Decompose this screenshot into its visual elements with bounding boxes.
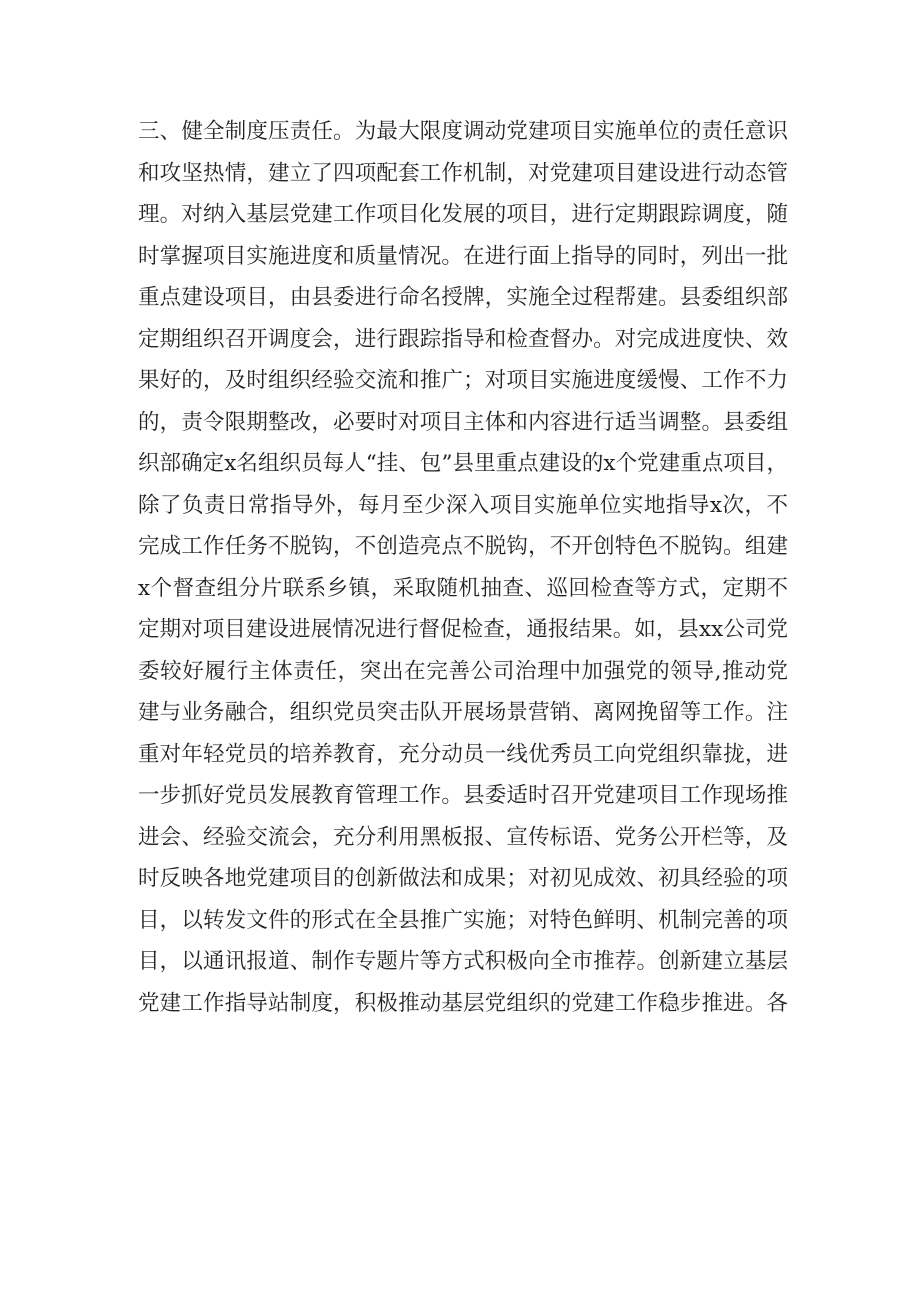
- text-line: 重点建设项目，由县委进行命名授牌，实施全过程帮建。县委组织部: [138, 285, 788, 310]
- text-line: 果好的，及时组织经验交流和推广；对项目实施进度缓慢、工作不力: [138, 368, 788, 393]
- text-line: 理。对纳入基层党建工作项目化发展的项目，进行定期跟踪调度，随: [138, 202, 788, 227]
- text-line: 委较好履行主体责任，突出在完善公司治理中加强党的领导,推动党: [138, 658, 788, 684]
- text-line: 定期对项目建设进展情况进行督促检查，通报结果。如，县xx公司党: [138, 617, 788, 642]
- text-line: 的，责令限期整改，必要时对项目主体和内容进行适当调整。县委组: [138, 409, 788, 435]
- text-line: 重对年轻党员的培养教育，充分动员一线优秀员工向党组织靠拢，进: [138, 741, 788, 767]
- text-line: 目，以通讯报道、制作专题片等方式积极向全市推荐。创新建立基层: [138, 949, 788, 974]
- text-line: 进会、经验交流会，充分利用黑板报、宣传标语、党务公开栏等，及: [138, 824, 788, 850]
- text-line: 目，以转发文件的形式在全县推广实施；对特色鲜明、机制完善的项: [138, 907, 788, 933]
- text-line: x个督查组分片联系乡镇，采取随机抽查、巡回检查等方式，定期不: [138, 575, 788, 601]
- text-line: 完成工作任务不脱钩，不创造亮点不脱钩，不开创特色不脱钩。组建: [138, 534, 788, 559]
- text-line: 党建工作指导站制度，积极推动基层党组织的党建工作稳步推进。各: [138, 990, 788, 1016]
- body-paragraph: [138, 111, 788, 1024]
- text-line: 建与业务融合，组织党员突击队开展场景营销、离网挽留等工作。注: [138, 700, 788, 725]
- text-line: 织部确定x名组织员每人“挂、包”县里重点建设的x个党建重点项目，: [138, 451, 788, 476]
- text-line: 除了负责日常指导外，每月至少深入项目实施单位实地指导x次，不: [138, 492, 788, 518]
- text-line: 一步抓好党员发展教育管理工作。县委适时召开党建项目工作现场推: [138, 783, 788, 808]
- text-line: 和攻坚热情，建立了四项配套工作机制，对党建项目建设进行动态管: [138, 160, 788, 186]
- text-line: 时掌握项目实施进度和质量情况。在进行面上指导的同时，列出一批: [138, 243, 788, 269]
- text-line: 定期组织召开调度会，进行跟踪指导和检查督办。对完成进度快、效: [138, 326, 788, 352]
- text-line: 时反映各地党建项目的创新做法和成果；对初见成效、初具经验的项: [138, 866, 788, 891]
- text-line: 三、健全制度压责任。为最大限度调动党建项目实施单位的责任意识: [138, 119, 788, 144]
